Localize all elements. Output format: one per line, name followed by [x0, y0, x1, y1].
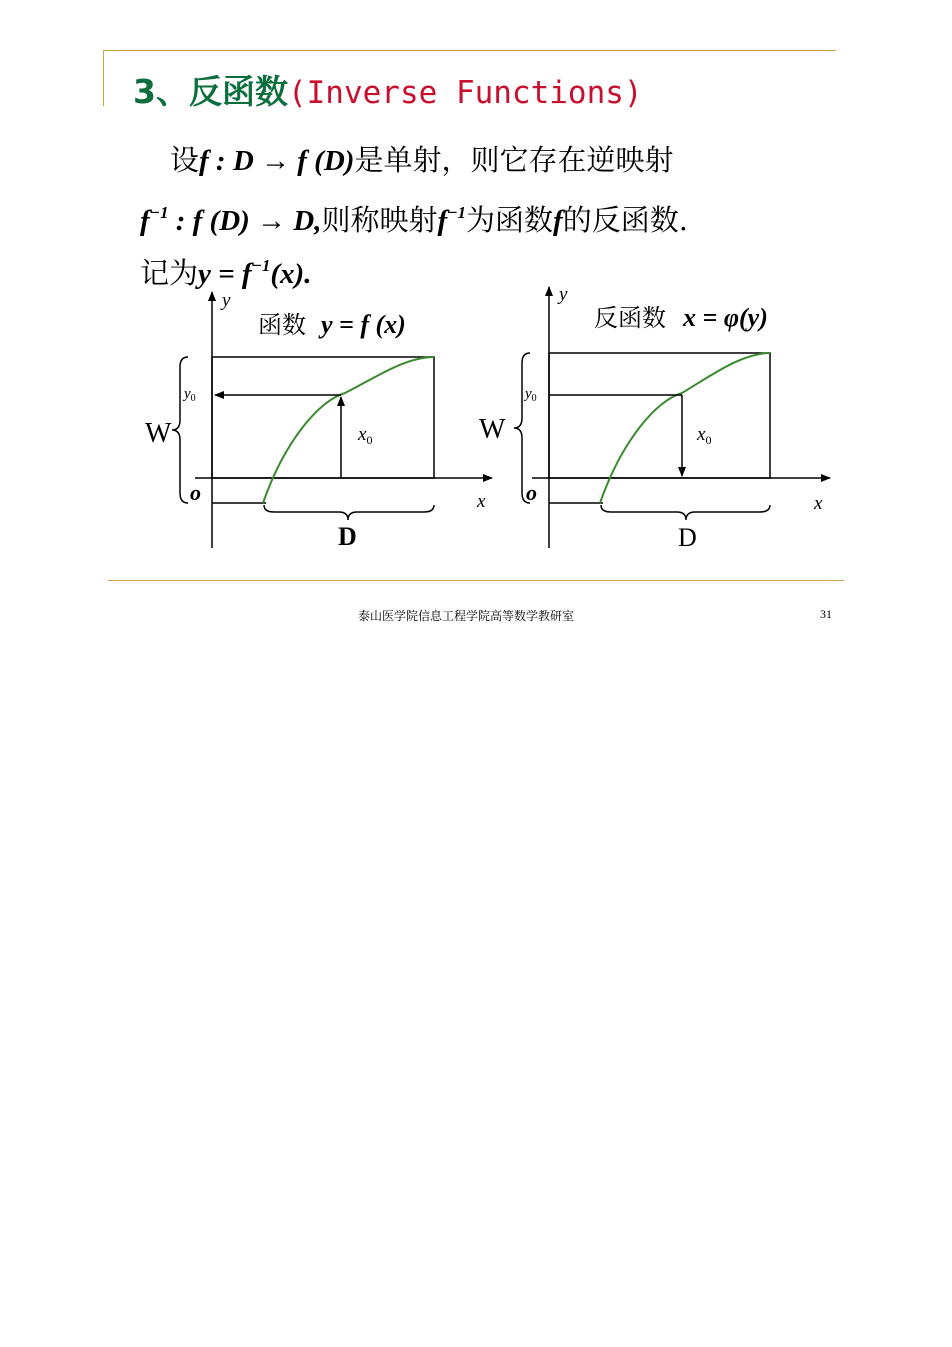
- title-chinese: 反函数: [188, 72, 288, 111]
- text-she: 设: [170, 143, 200, 177]
- title-english: (Inverse Functions): [287, 75, 643, 111]
- right-axis-x-label: x: [814, 493, 823, 514]
- title-number: 3、: [133, 72, 189, 111]
- left-caption-math: y = f (x): [321, 310, 406, 339]
- left-box: [212, 357, 434, 478]
- left-x0-label: $x_0$: [358, 424, 373, 447]
- text-call: 则称映射: [321, 203, 438, 237]
- left-d-brace: [264, 505, 434, 520]
- page-number: 31: [820, 607, 832, 621]
- right-axis-y-label: y: [559, 284, 568, 305]
- right-w-label: W: [479, 414, 506, 445]
- right-curve: [600, 353, 770, 503]
- figure-function: [145, 290, 492, 551]
- right-d-label: D: [678, 523, 697, 552]
- math-of-x: (x).: [270, 258, 312, 290]
- left-d-label: D: [338, 522, 357, 551]
- math-y-eq: y = f: [198, 258, 252, 290]
- left-caption-zh: 函数: [258, 311, 306, 339]
- text-as-function: 为函数: [466, 203, 554, 237]
- left-y0-label: $y_0$: [184, 386, 196, 404]
- math-inverse-map: : f (D) → D,: [168, 205, 322, 237]
- sup-minus-one-3: −1: [251, 256, 271, 275]
- sup-minus-one: −1: [149, 203, 169, 222]
- text-injective: 是单射，则它存在逆映射: [354, 143, 674, 177]
- right-y0-label: $y_0$: [525, 386, 537, 404]
- left-w-brace: [172, 357, 188, 503]
- math-f: f: [140, 205, 150, 237]
- text-denote: 记为: [140, 256, 199, 290]
- text-inverse-function: 的反函数.: [562, 203, 688, 237]
- math-f2: f: [437, 205, 448, 237]
- left-axis-y-label: y: [222, 290, 231, 311]
- math-map: f : D → f (D): [199, 145, 355, 177]
- right-caption-zh: 反函数: [594, 304, 666, 332]
- right-box: [549, 353, 770, 478]
- right-caption-math: x = φ(y): [683, 303, 768, 332]
- right-d-brace: [601, 505, 770, 520]
- left-w-label: W: [145, 418, 172, 449]
- figure-inverse-function: [479, 284, 830, 552]
- right-x0-label: $x_0$: [697, 424, 712, 447]
- sup-minus-one-2: −1: [447, 203, 466, 222]
- math-f3: f: [553, 205, 563, 237]
- left-origin-label: o: [190, 480, 201, 505]
- left-axis-x-label: x: [477, 491, 486, 512]
- bottom-rule: [108, 580, 844, 581]
- footer-institution: 泰山医学院信息工程学院高等数学教研室: [358, 609, 575, 623]
- right-origin-label: o: [526, 480, 537, 505]
- left-curve: [263, 357, 434, 503]
